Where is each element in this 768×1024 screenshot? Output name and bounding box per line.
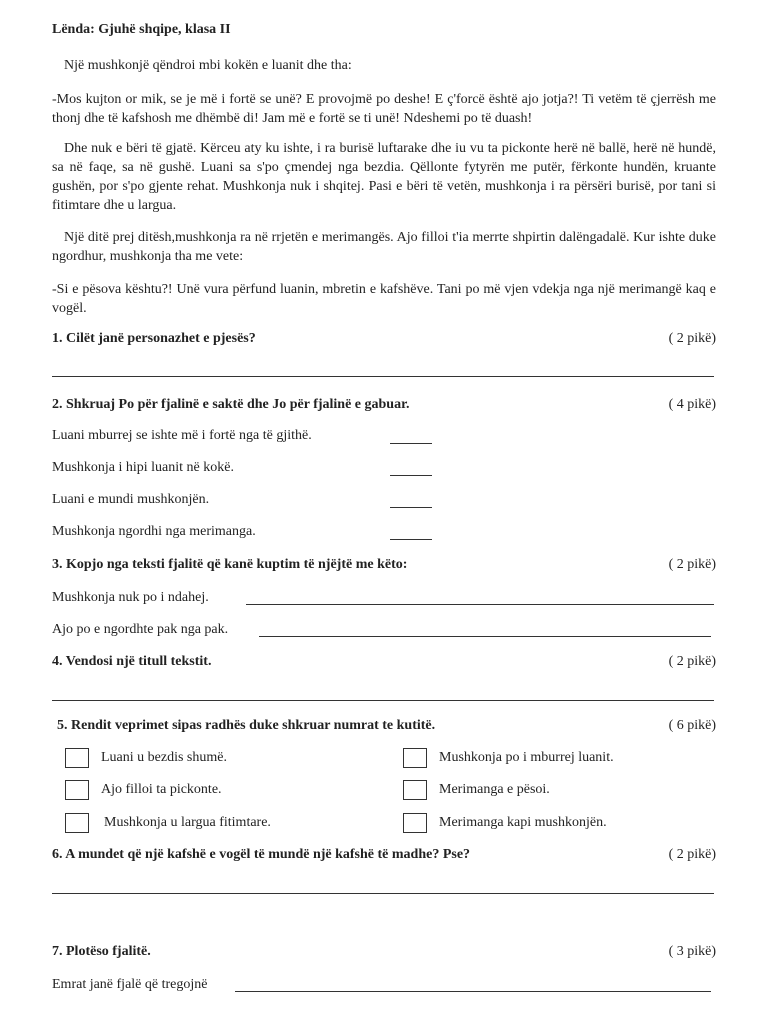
order-option-right-3: Merimanga kapi mushkonjën. <box>439 815 607 830</box>
order-option-left-3: Mushkonja u largua fitimtare. <box>104 815 271 830</box>
answer-line-q3-2[interactable] <box>259 636 711 637</box>
question-5-points: ( 6 pikë) <box>668 718 716 733</box>
copy-item-1: Mushkonja nuk po i ndahej. <box>52 590 209 605</box>
answer-blank-2[interactable] <box>390 475 432 476</box>
statement-1: Luani mburrej se ishte më i fortë nga të gjithë. <box>52 428 312 443</box>
answer-line-q1[interactable] <box>52 376 714 377</box>
answer-blank-4[interactable] <box>390 539 432 540</box>
statement-2: Mushkonja i hipi luanit në kokë. <box>52 460 234 475</box>
copy-item-2: Ajo po e ngordhte pak nga pak. <box>52 622 229 637</box>
order-box-left-3[interactable] <box>65 813 89 833</box>
question-7 <box>52 944 716 960</box>
answer-line-q6[interactable] <box>52 893 714 894</box>
question-1 <box>52 331 716 347</box>
question-1-points: ( 2 pikë) <box>668 331 716 346</box>
statement-3: Luani e mundi mushkonjën. <box>52 492 210 507</box>
story-paragraph-5: -Si e pësova kështu?! Unë vura përfund luanin, mbretin e kafshëve. Tani po më vjen vdekja nga një merimangë kaq e vogël. <box>52 282 716 316</box>
question-3 <box>52 557 716 573</box>
question-1-text: 1. Cilët janë personazhet e pjesës? <box>52 331 256 346</box>
question-7-points: ( 3 pikë) <box>668 944 716 959</box>
question-7-text: 7. Plotëso fjalitë. <box>52 944 151 959</box>
question-2-text: 2. Shkruaj Po për fjalinë e saktë dhe Jo për fjalinë e gabuar. <box>52 397 410 412</box>
question-2-points: ( 4 pikë) <box>668 397 716 412</box>
order-option-right-1: Mushkonja po i mburrej luanit. <box>439 750 614 765</box>
fill-sentence: Emrat janë fjalë që tregojnë <box>52 977 208 992</box>
question-2 <box>52 397 716 413</box>
statement-4: Mushkonja ngordhi nga merimanga. <box>52 524 256 539</box>
story-paragraph-1: Një mushkonjë qëndroi mbi kokën e luanit dhe tha: <box>64 58 352 73</box>
answer-blank-1[interactable] <box>390 443 432 444</box>
answer-blank-3[interactable] <box>390 507 432 508</box>
story-paragraph-2: -Mos kujton or mik, se je më i fortë se unë? E provojmë po deshe! E ç'forcë është ajo jotja?! Ti vetëm të çjerrësh me thonj dhe të kafshosh me dhëmbë di! Jam më e fortë se ti unë! Ndeshemi po të duash! <box>52 92 716 126</box>
order-option-left-1: Luani u bezdis shumë. <box>101 750 227 765</box>
subject-header: Lënda: Gjuhë shqipe, klasa II <box>52 22 231 37</box>
question-6-text: 6. A mundet që një kafshë e vogël të mundë një kafshë të madhe? Pse? <box>52 847 471 862</box>
question-5 <box>57 718 716 734</box>
question-6-points: ( 2 pikë) <box>668 847 716 862</box>
story-paragraph-4: Një ditë prej ditësh,mushkonja ra në rrjetën e merimangës. Ajo filloi t'ia merrte shpirtin dalëngadalë. Kur ishte duke ngordhur, mushkonja tha me vete: <box>52 230 716 264</box>
order-box-right-3[interactable] <box>403 813 427 833</box>
question-6 <box>52 847 716 863</box>
answer-line-q4[interactable] <box>52 700 714 701</box>
question-5-text: 5. Rendit veprimet sipas radhës duke shkruar numrat te kutitë. <box>57 718 436 733</box>
order-box-left-2[interactable] <box>65 780 89 800</box>
question-4 <box>52 654 716 670</box>
question-4-text: 4. Vendosi një titull tekstit. <box>52 654 212 669</box>
question-4-points: ( 2 pikë) <box>668 654 716 669</box>
question-3-text: 3. Kopjo nga teksti fjalitë që kanë kuptim të njëjtë me këto: <box>52 557 408 572</box>
order-box-right-1[interactable] <box>403 748 427 768</box>
order-option-left-2: Ajo filloi ta pickonte. <box>101 782 222 797</box>
answer-line-q7[interactable] <box>235 991 711 992</box>
order-option-right-2: Merimanga e pësoi. <box>439 782 550 797</box>
answer-line-q3-1[interactable] <box>246 604 714 605</box>
question-3-points: ( 2 pikë) <box>668 557 716 572</box>
story-paragraph-3: Dhe nuk e bëri të gjatë. Kërceu aty ku ishte, i ra burisë luftarake dhe iu vu ta pickonte herë në ballë, herë në hundë, sa në faqe, sa në gushë. Luani sa s'po çmendej nga bezdia. Qëllonte fytyrën me putër, fërkonte hundën, kruante gushën, por s'po gjente rehat. Mushkonja nuk i shqitej. Pasi e bëri të vetën, mushkonja i ra përsëri burisë, por tani si fitimtare dhe u largua. <box>52 141 716 213</box>
order-box-left-1[interactable] <box>65 748 89 768</box>
order-box-right-2[interactable] <box>403 780 427 800</box>
